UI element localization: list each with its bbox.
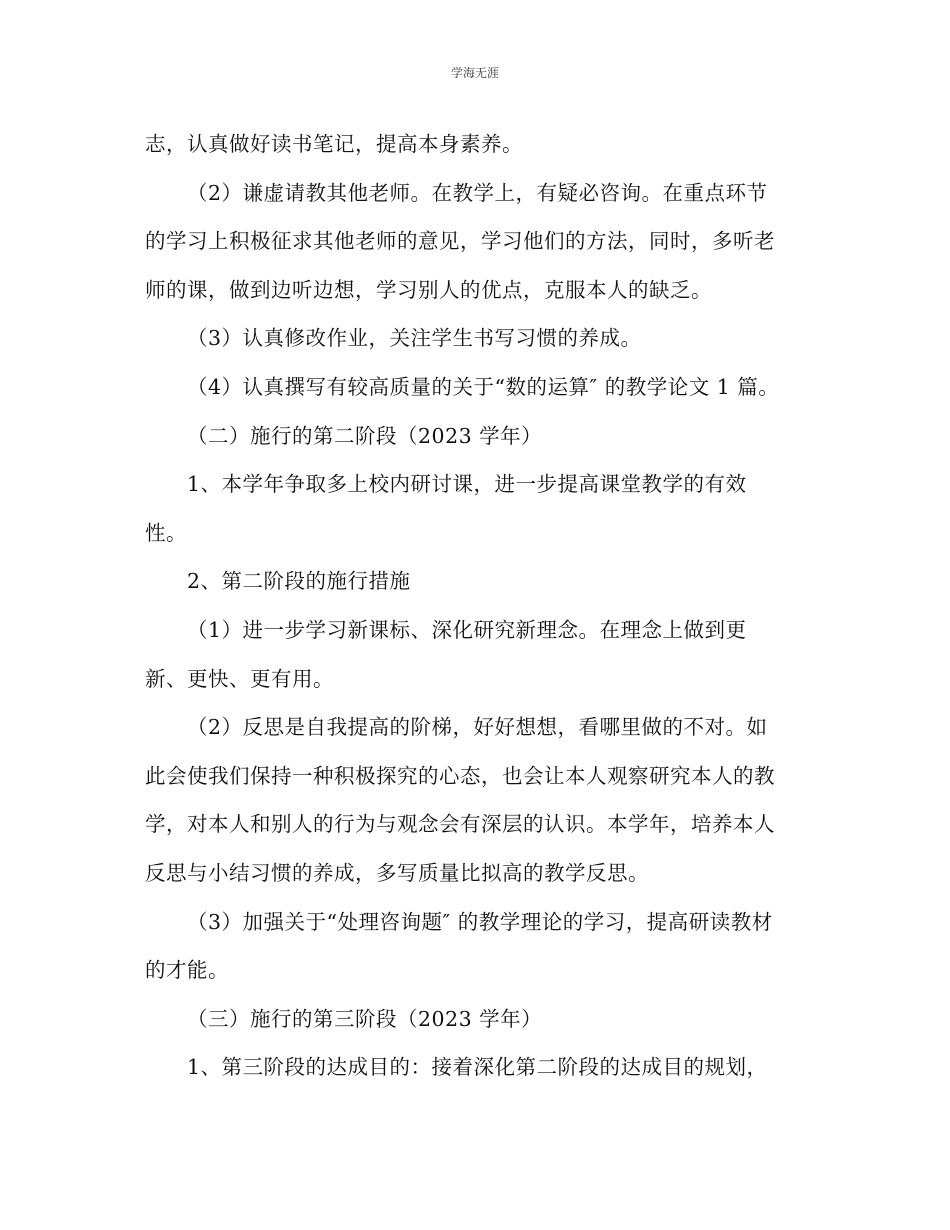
text-line: （3）认真修改作业，关注学生书写习惯的养成。 — [187, 326, 642, 351]
text-line: 反思与小结习惯的养成，多写质量比拟高的教学反思。 — [145, 860, 649, 885]
text-line: （2）反思是自我提高的阶梯，好好想想，看哪里做的不对。如 — [187, 715, 768, 740]
text-line: （3）加强关于“处理咨询题″ 的教学理论的学习，提高研读教材 — [187, 909, 773, 934]
text-line: 1、第三阶段的达成目的：接着深化第二阶段的达成目的规划， — [187, 1055, 768, 1080]
text-line: 1、本学年争取多上校内研讨课，进一步提高课堂教学的有效 — [187, 472, 747, 497]
text-line: 的才能。 — [145, 958, 229, 983]
text-line: 性。 — [145, 520, 187, 545]
text-line: （4）认真撰写有较高质量的关于“数的运算″ 的教学论文 1 篇。 — [187, 374, 780, 399]
text-line: 的学习上积极征求其他老师的意见，学习他们的方法，同时，多听老 — [145, 229, 775, 254]
text-line: 2、第二阶段的施行措施 — [187, 569, 411, 594]
section-heading: （三）施行的第三阶段（2023 学年） — [187, 1006, 543, 1031]
text-line: 志，认真做好读书笔记，提高本身素养。 — [145, 132, 523, 156]
text-line: 此会使我们保持一种积极探究的心态，也会让本人观察研究本人的教 — [145, 763, 775, 788]
text-line: （1）进一步学习新课标、深化研究新理念。在理念上做到更 — [187, 617, 747, 642]
document-body — [145, 120, 815, 1092]
page-header: 学海无涯 — [450, 66, 499, 80]
section-heading: （二）施行的第二阶段（2023 学年） — [187, 423, 543, 448]
text-line: 新、更快、更有用。 — [145, 666, 334, 691]
text-line: （2）谦虚请教其他老师。在教学上，有疑必咨询。在重点环节 — [187, 180, 768, 205]
text-line: 学，对本人和别人的行为与观念会有深层的认识。本学年，培养本人 — [145, 812, 775, 837]
text-line: 师的课，做到边听边想，学习别人的优点，克服本人的缺乏。 — [145, 277, 712, 302]
